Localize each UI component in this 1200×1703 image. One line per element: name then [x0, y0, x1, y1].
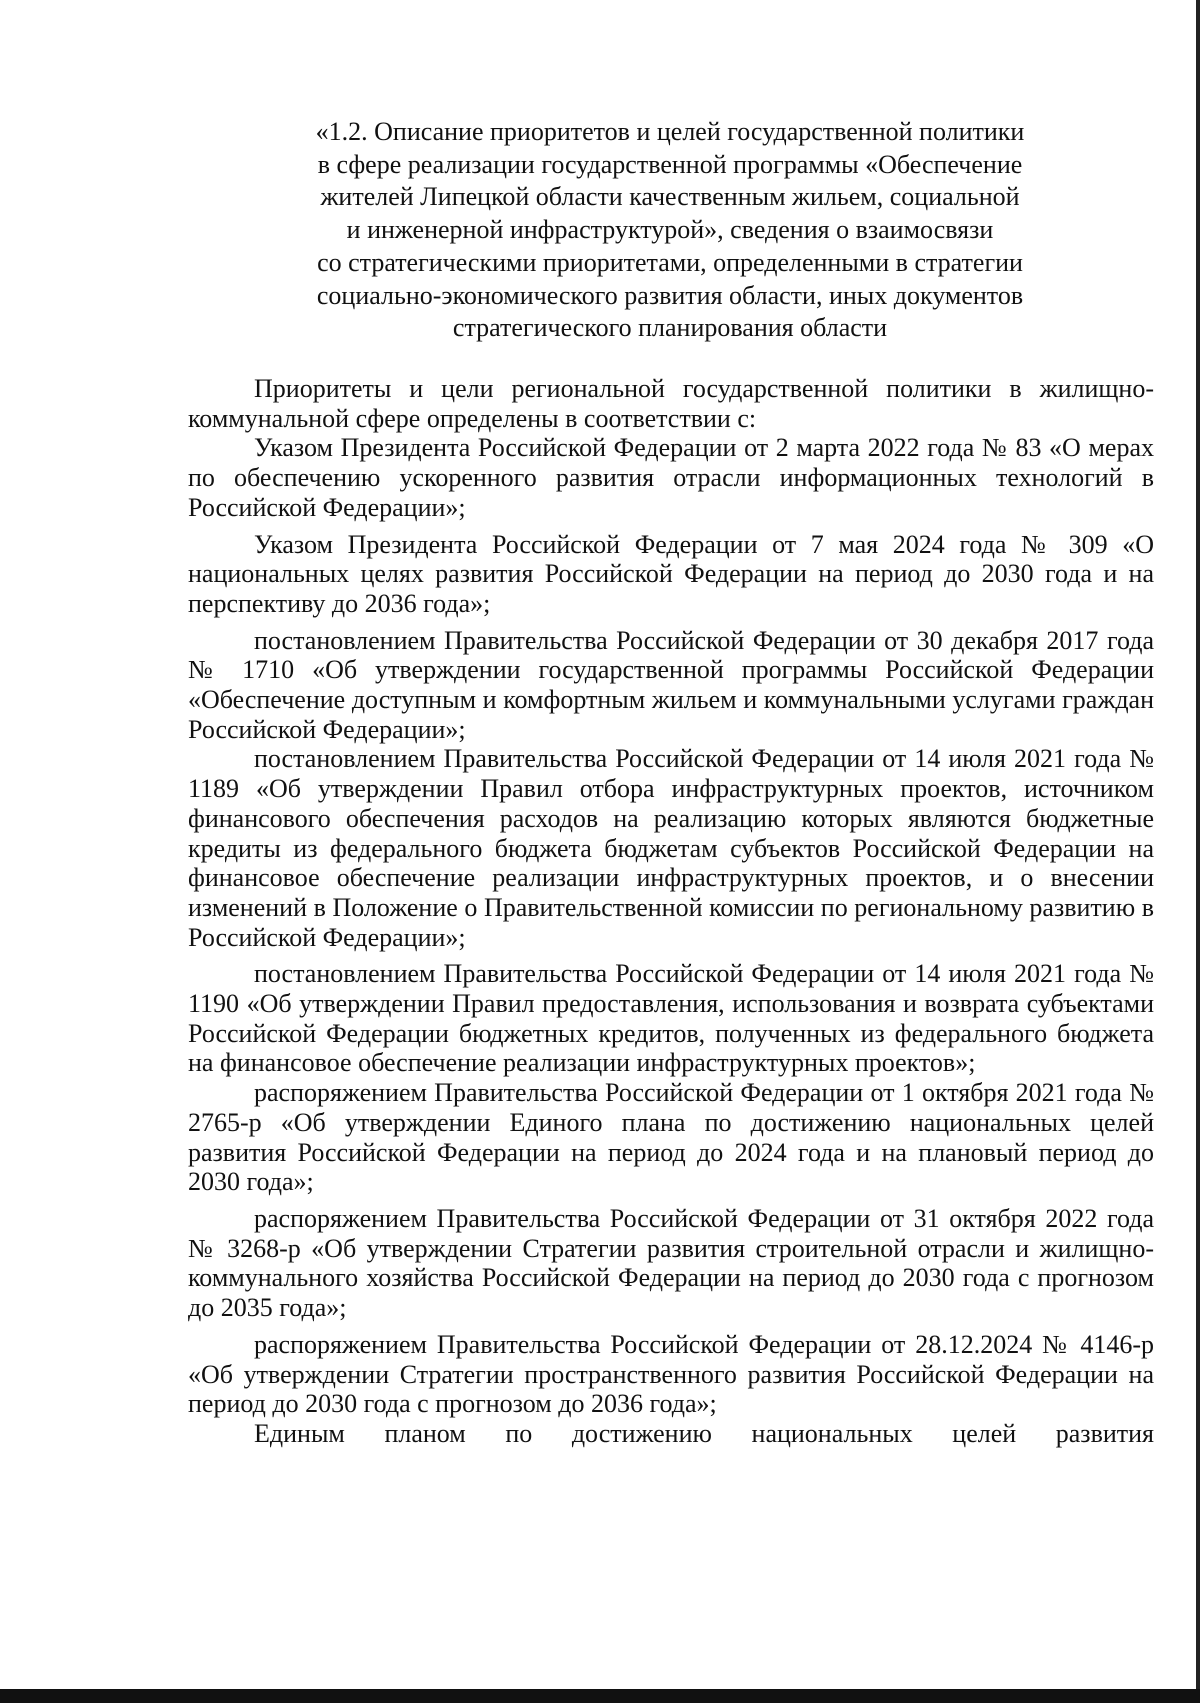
scan-edge-right — [1196, 0, 1200, 1703]
paragraph-intro: Приоритеты и цели региональной государственной политики в жилищно-коммунальной сфере определены в соответствии с: — [188, 374, 1154, 433]
section-heading — [240, 116, 1100, 345]
paragraph-decree-309: Указом Президента Российской Федерации от 7 мая 2024 года № 309 «О национальных целях развития Российской Федерации на период до 2030 года и на перспективу до 2036 года»; — [188, 529, 1154, 618]
paragraph-order-3268: распоряжением Правительства Российской Федерации от 31 октября 2022 года № 3268-р «Об утверждении Стратегии развития строительной отрасли и жилищно-коммунального хозяйства Российской Федерации на период до 2030 года с прогнозом до 2035 года»; — [188, 1203, 1154, 1323]
heading-line: стратегического планирования области — [452, 313, 888, 343]
heading-line: социально-экономического развития области, иных документов — [316, 280, 1024, 310]
body-text — [188, 374, 1154, 1449]
heading-line: «1.2. Описание приоритетов и целей государственной политики — [315, 117, 1025, 146]
paragraph-order-4146: распоряжением Правительства Российской Федерации от 28.12.2024 № 4146-р «Об утверждении Стратегии пространственного развития Российской Федерации на период до 2030 года с прогнозом до 2036 года»; — [188, 1329, 1154, 1419]
paragraph-resolution-1190: постановлением Правительства Российской Федерации от 14 июля 2021 года № 1190 «Об утверждении Правил предоставления, использования и возврата субъектами Российской Федерации бюджетных кредитов, полученных из федерального бюджета на финансовое обеспечение реализации инфраструктурных проектов»; — [188, 959, 1154, 1078]
heading-line: и инженерной инфраструктурой», сведения о взаимосвязи — [346, 215, 994, 245]
paragraph-resolution-1189: постановлением Правительства Российской Федерации от 14 июля 2021 года № 1189 «Об утверждении Правил отбора инфраструктурных проектов, источником финансового обеспечения расходов на реализацию которых являются бюджетные кредиты из федерального бюджета бюджетам субъектов Российской Федерации на финансовое обеспечение реализации инфраструктурных проектов, и о внесении изменений в Положение о Правительственной комиссии по региональному развитию в Российской Федерации»; — [188, 744, 1154, 952]
heading-line: в сфере реализации государственной программы «Обеспечение — [317, 149, 1023, 179]
scan-edge-bottom — [0, 1689, 1200, 1703]
paragraph-order-2765: распоряжением Правительства Российской Федерации от 1 октября 2021 года № 2765-р «Об утверждении Единого плана по достижению национальных целей развития Российской Федерации на период до 2024 года и на плановый период до 2030 года»; — [188, 1078, 1154, 1197]
paragraph-decree-83: Указом Президента Российской Федерации от 2 марта 2022 года № 83 «О мерах по обеспечению ускоренного развития отрасли информационных технологий в Российской Федерации»; — [188, 433, 1154, 522]
paragraph-resolution-1710: постановлением Правительства Российской Федерации от 30 декабря 2017 года № 1710 «Об утверждении государственной программы Российской Федерации «Обеспечение доступным и комфортным жильем и коммунальными услугами граждан Российской Федерации»; — [188, 625, 1154, 744]
heading-line: со стратегическими приоритетами, определенными в стратегии — [317, 247, 1023, 277]
paragraph-unified-plan: Единым планом по достижению национальных целей развития — [254, 1418, 1154, 1448]
heading-line: жителей Липецкой области качественным жильем, социальной — [320, 182, 1020, 212]
